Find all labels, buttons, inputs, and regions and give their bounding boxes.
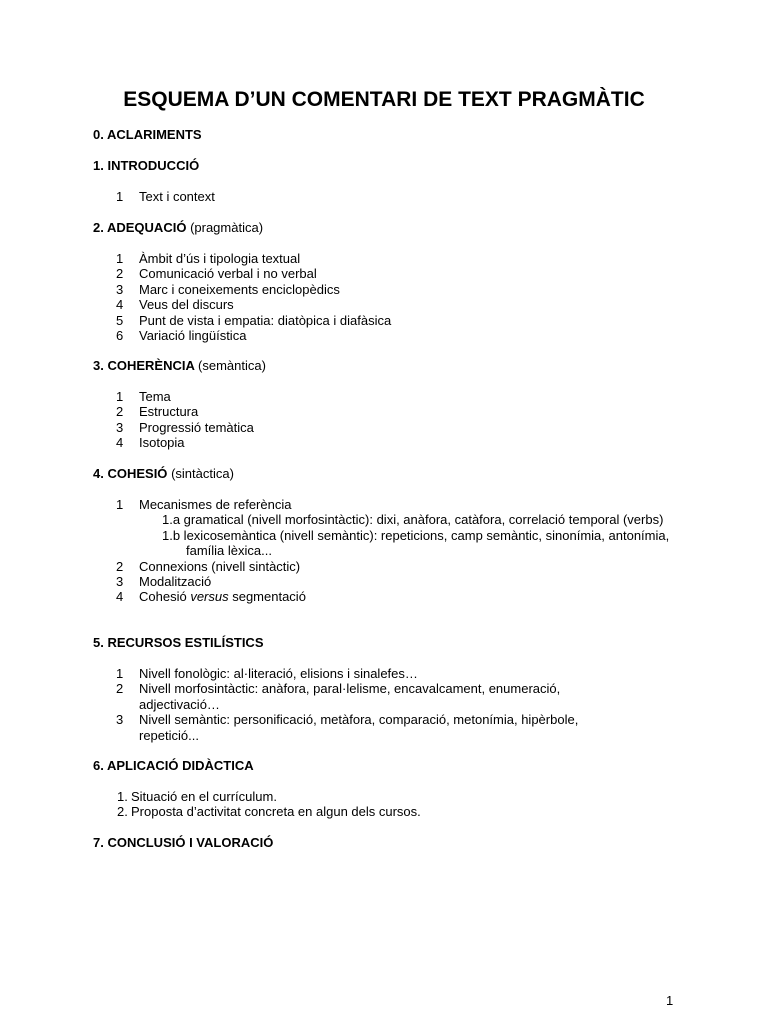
item-text: Proposta d’activitat concreta en algun dels cursos. <box>131 804 421 820</box>
list-item <box>0 297 679 312</box>
sub-item: 1.b lexicosemàntica (nivell semàntic): repeticions, camp semàntic, sinonímia, antonímia, família lèxica... <box>162 527 670 559</box>
item-number: 4 <box>116 297 124 313</box>
list-item <box>0 251 679 266</box>
list-aplicacio-didactica <box>0 789 671 820</box>
item-text: Veus del discurs <box>139 297 234 313</box>
item-text: Estructura <box>139 404 199 420</box>
item-number: 3 <box>116 712 124 728</box>
list-item <box>0 497 686 559</box>
item-number: 1 <box>116 497 124 512</box>
section-heading-recursos-estilistics <box>93 635 264 651</box>
item-text: Mecanismes de referència <box>139 497 292 512</box>
item-text: Variació lingüística <box>139 328 247 344</box>
item-text-italic: versus <box>190 589 229 605</box>
item-number: 2 <box>116 404 124 420</box>
item-number: 4 <box>116 589 124 605</box>
page-number: 1 <box>666 993 674 1008</box>
list-item <box>0 189 679 204</box>
item-text: Comunicació verbal i no verbal <box>139 266 317 282</box>
section-heading-introduccio <box>93 158 199 174</box>
item-number: 3 <box>116 281 124 297</box>
item-text: Marc i coneixements enciclopèdics <box>139 281 340 297</box>
item-number: 6 <box>116 328 124 344</box>
section-number: 1. <box>93 158 104 173</box>
item-number: 1 <box>116 389 124 404</box>
list-item <box>0 559 686 574</box>
list-adequacio <box>0 251 679 343</box>
item-number: 2 <box>116 681 124 697</box>
list-item <box>0 313 679 328</box>
list-item <box>0 681 679 712</box>
section-name: RECURSOS ESTILÍSTICS <box>107 635 264 650</box>
section-heading-aplicacio-didactica <box>93 758 254 774</box>
section-name: INTRODUCCIÓ <box>107 158 200 173</box>
item-text: Situació en el currículum. <box>131 789 277 804</box>
section-number: 7. <box>93 835 104 850</box>
document-title: ESQUEMA D’UN COMENTARI DE TEXT PRAGMÀTIC <box>123 88 645 111</box>
item-text: Punt de vista i empatia: diatòpica i diafàsica <box>139 312 392 328</box>
item-text-after: segmentació <box>228 589 306 605</box>
item-number: 2 <box>116 266 124 282</box>
list-item <box>0 404 679 419</box>
section-number: 5. <box>93 635 104 650</box>
item-number: 1 <box>116 666 124 681</box>
section-heading-coherencia <box>93 358 266 374</box>
item-text: Àmbit d’ús i tipologia textual <box>139 251 301 266</box>
section-heading-aclariments <box>93 127 202 143</box>
list-item <box>0 328 679 343</box>
section-heading-cohesio <box>93 466 234 482</box>
item-number: 1 <box>116 189 124 204</box>
list-item <box>0 420 679 435</box>
item-text: Progressió temàtica <box>139 419 254 435</box>
section-number: 6. <box>93 758 104 773</box>
section-number: 2. <box>93 220 104 235</box>
list-cohesio <box>0 497 686 605</box>
item-text-before: Cohesió <box>139 589 191 605</box>
list-coherencia <box>0 389 679 451</box>
item-text: Isotopia <box>139 435 185 451</box>
item-number: 3 <box>116 419 124 435</box>
item-number: 5 <box>116 312 124 328</box>
list-recursos-estilistics <box>0 666 679 743</box>
item-number: 2 <box>116 558 124 574</box>
item-text: Nivell morfosintàctic: anàfora, paral·lelisme, encavalcament, enumeració, adjectivació… <box>139 681 561 712</box>
section-number: 3. <box>93 358 104 373</box>
section-name: COHERÈNCIA <box>107 358 195 373</box>
section-heading-adequacio <box>93 220 263 236</box>
item-number: 2. <box>117 804 128 820</box>
list-item <box>0 589 686 604</box>
list-item <box>0 789 671 804</box>
section-name: ADEQUACIÓ <box>106 220 187 235</box>
list-item <box>0 282 679 297</box>
section-number: 0. <box>93 127 104 142</box>
item-number: 4 <box>116 435 124 451</box>
list-item <box>0 666 679 681</box>
list-item <box>0 574 686 589</box>
item-text: Tema <box>139 389 171 404</box>
list-item <box>0 712 679 743</box>
section-number: 4. <box>93 466 104 481</box>
item-number: 1. <box>117 789 128 804</box>
item-text <box>139 589 679 604</box>
item-text: Nivell semàntic: personificació, metàfora, comparació, metonímia, hipèrbole, repetició... <box>139 712 579 743</box>
item-text: Connexions (nivell sintàctic) <box>139 558 301 574</box>
section-name: COHESIÓ <box>107 466 168 481</box>
list-item <box>0 804 671 819</box>
section-qualifier: (pragmàtica) <box>190 220 264 235</box>
section-name: ACLARIMENTS <box>106 127 202 142</box>
section-qualifier: (semàntica) <box>198 358 266 373</box>
list-introduccio <box>0 189 679 204</box>
section-qualifier: (sintàctica) <box>171 466 234 481</box>
item-text: Nivell fonològic: al·literació, elisions i sinalefes… <box>139 666 418 681</box>
sub-item: 1.a gramatical (nivell morfosintàctic): dixi, anàfora, catàfora, correlació temporal (verbs) <box>162 512 664 528</box>
list-item <box>0 389 679 404</box>
list-item <box>0 435 679 450</box>
section-name: APLICACIÓ DIDÀCTICA <box>106 758 254 773</box>
list-item <box>0 266 679 281</box>
item-text: Modalització <box>139 574 212 590</box>
item-number: 1 <box>116 251 124 266</box>
item-number: 3 <box>116 574 124 590</box>
section-name: CONCLUSIÓ I VALORACIÓ <box>107 835 274 850</box>
section-heading-conclusio-valoracio <box>93 835 273 851</box>
item-text: Text i context <box>139 189 215 204</box>
